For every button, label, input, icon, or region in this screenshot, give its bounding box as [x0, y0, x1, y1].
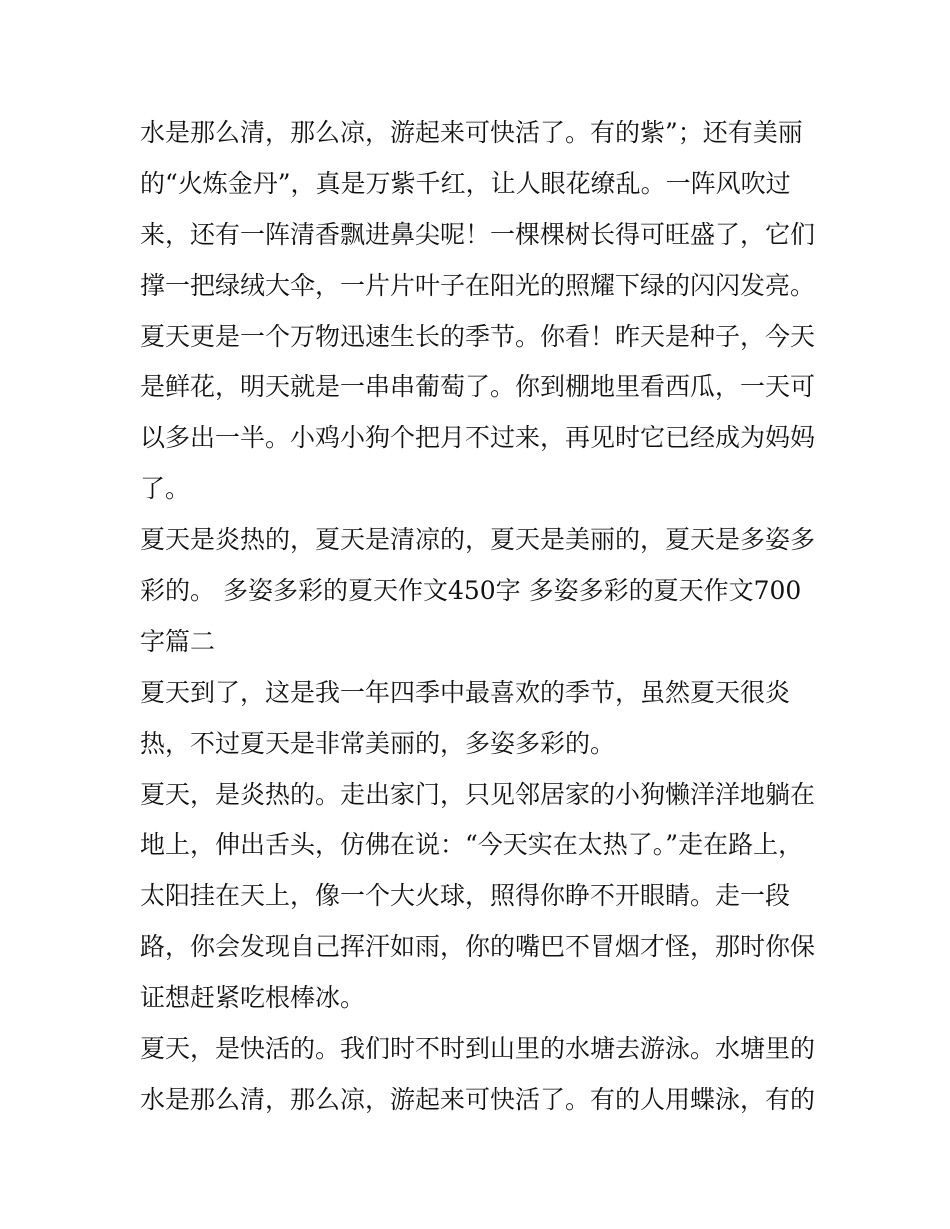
text-line: 夏天更是一个万物迅速生长的季节。你看！昨天是种子，今天: [140, 321, 816, 351]
text-line: 地上，伸出舌头，仿佛在说：“今天实在太热了。”走在路上，: [140, 830, 804, 860]
text-line: 热，不过夏天是非常美丽的，多姿多彩的。: [140, 728, 616, 758]
text-line: 撑一把绿绒大伞，一片片叶子在阳光的照耀下绿的闪闪发亮。: [140, 270, 816, 300]
text-line: 以多出一半。小鸡小狗个把月不过来，再见时它已经成为妈妈: [140, 423, 816, 453]
text-line: 夏天，是快活的。我们时不时到山里的水塘去游泳。水塘里的: [140, 1034, 816, 1064]
text-line: 夏天到了，这是我一年四季中最喜欢的季节，虽然夏天很炎: [140, 677, 791, 707]
essay-body-text: [140, 108, 820, 1126]
text-line: 夏天，是炎热的。走出家门，只见邻居家的小狗懒洋洋地躺在: [140, 779, 816, 809]
text-line: 路，你会发现自己挥汗如雨，你的嘴巴不冒烟才怪，那时你保: [140, 932, 816, 962]
text-line: 字篇二: [140, 626, 216, 656]
text-line: 太阳挂在天上，像一个大火球，照得你睁不开眼睛。走一段: [140, 881, 791, 911]
text-line: 来，还有一阵清香飘进鼻尖呢！一棵棵树长得可旺盛了，它们: [140, 219, 816, 249]
text-line: 水是那么清，那么凉，游起来可快活了。有的紫”；还有美丽: [140, 118, 803, 147]
text-line: 夏天是炎热的，夏天是清凉的，夏天是美丽的，夏天是多姿多: [140, 525, 816, 555]
text-line: 是鲜花，明天就是一串串葡萄了。你到棚地里看西瓜，一天可: [140, 372, 816, 402]
text-line: 水是那么清，那么凉，游起来可快活了。有的人用蝶泳，有的: [140, 1084, 816, 1114]
text-line: 了。: [140, 474, 191, 504]
text-line: 的“火炼金丹”，真是万紫千红，让人眼花缭乱。一阵风吹过: [140, 168, 791, 198]
text-line: 证想赶紧吃根棒冰。: [140, 983, 366, 1013]
text-line: 彩的。 多姿多彩的夏天作文450字 多姿多彩的夏天作文700: [140, 576, 802, 606]
